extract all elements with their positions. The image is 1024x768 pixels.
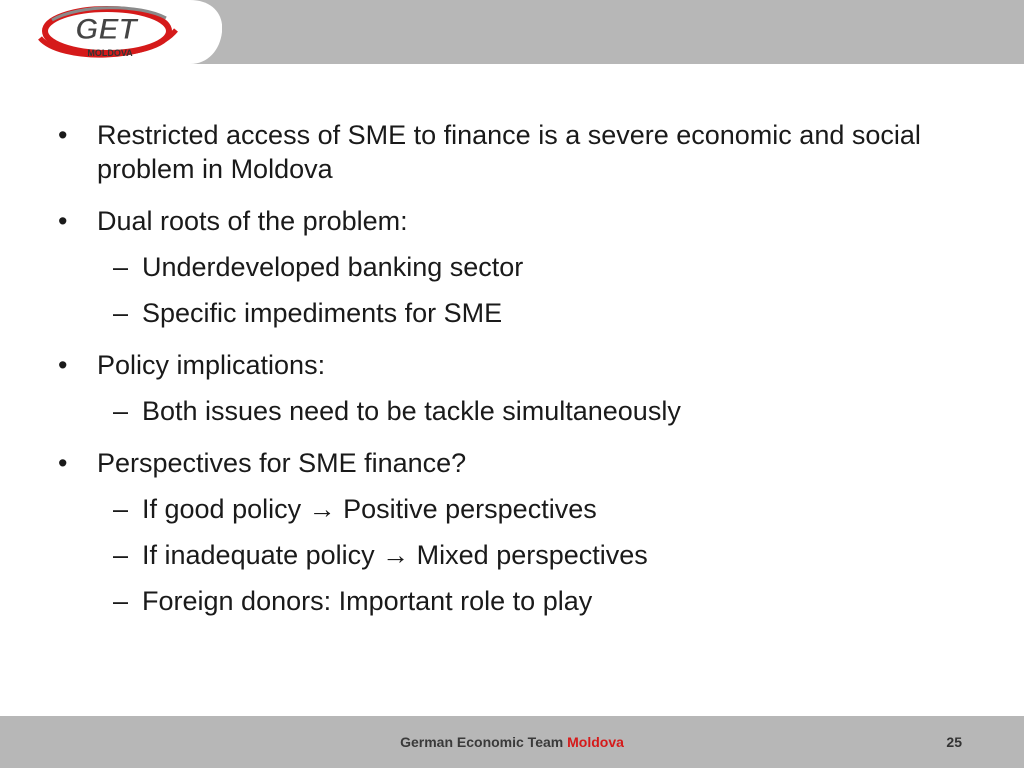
bullet-item <box>58 118 958 186</box>
dash-marker: – <box>113 494 129 524</box>
sub-bullet-text: Underdeveloped banking sector <box>142 252 524 282</box>
footer-accent-text: Moldova <box>567 734 624 750</box>
sub-bullet-item <box>97 394 958 428</box>
bullet-text: Dual roots of the problem: <box>97 206 408 236</box>
bullet-text: Perspectives for SME finance? <box>97 448 467 478</box>
dash-marker: – <box>113 252 129 282</box>
logo-sub-text: MOLDOVA <box>87 48 133 58</box>
bullet-text: Restricted access of SME to finance is a severe economic and social problem in Moldova <box>97 120 921 184</box>
sub-bullet-text: Specific impediments for SME <box>142 298 503 328</box>
bullet-text: Policy implications: <box>97 350 326 380</box>
sub-bullet-text: If inadequate policy → Mixed perspectives <box>142 540 648 570</box>
page-number: 25 <box>946 734 962 750</box>
sub-bullet-item <box>97 584 958 618</box>
sub-bullet-item <box>97 538 958 572</box>
sub-bullet-list <box>97 250 958 330</box>
sub-bullet-item <box>97 296 958 330</box>
sub-bullet-text: Foreign donors: Important role to play <box>142 586 593 616</box>
sub-bullet-item <box>97 250 958 284</box>
sub-bullet-list <box>97 394 958 428</box>
bullet-item <box>58 348 958 428</box>
dash-marker: – <box>113 298 129 328</box>
logo-main-text: GET <box>75 13 137 46</box>
bullet-item <box>58 204 958 330</box>
sub-bullet-text: If good policy → Positive perspectives <box>142 494 597 524</box>
footer-title <box>0 734 1024 750</box>
sub-bullet-list <box>97 492 958 618</box>
sub-bullet-item <box>97 492 958 526</box>
dash-marker: – <box>113 586 129 616</box>
sub-bullet-text: Both issues need to be tackle simultaneously <box>142 396 681 426</box>
dash-marker: – <box>113 396 129 426</box>
logo-graphic <box>0 0 222 64</box>
dash-marker: – <box>113 540 129 570</box>
get-moldova-logo <box>0 0 222 64</box>
bullet-item <box>58 446 958 618</box>
footer-team-text: German Economic Team <box>400 734 564 750</box>
bullet-list <box>58 118 958 636</box>
